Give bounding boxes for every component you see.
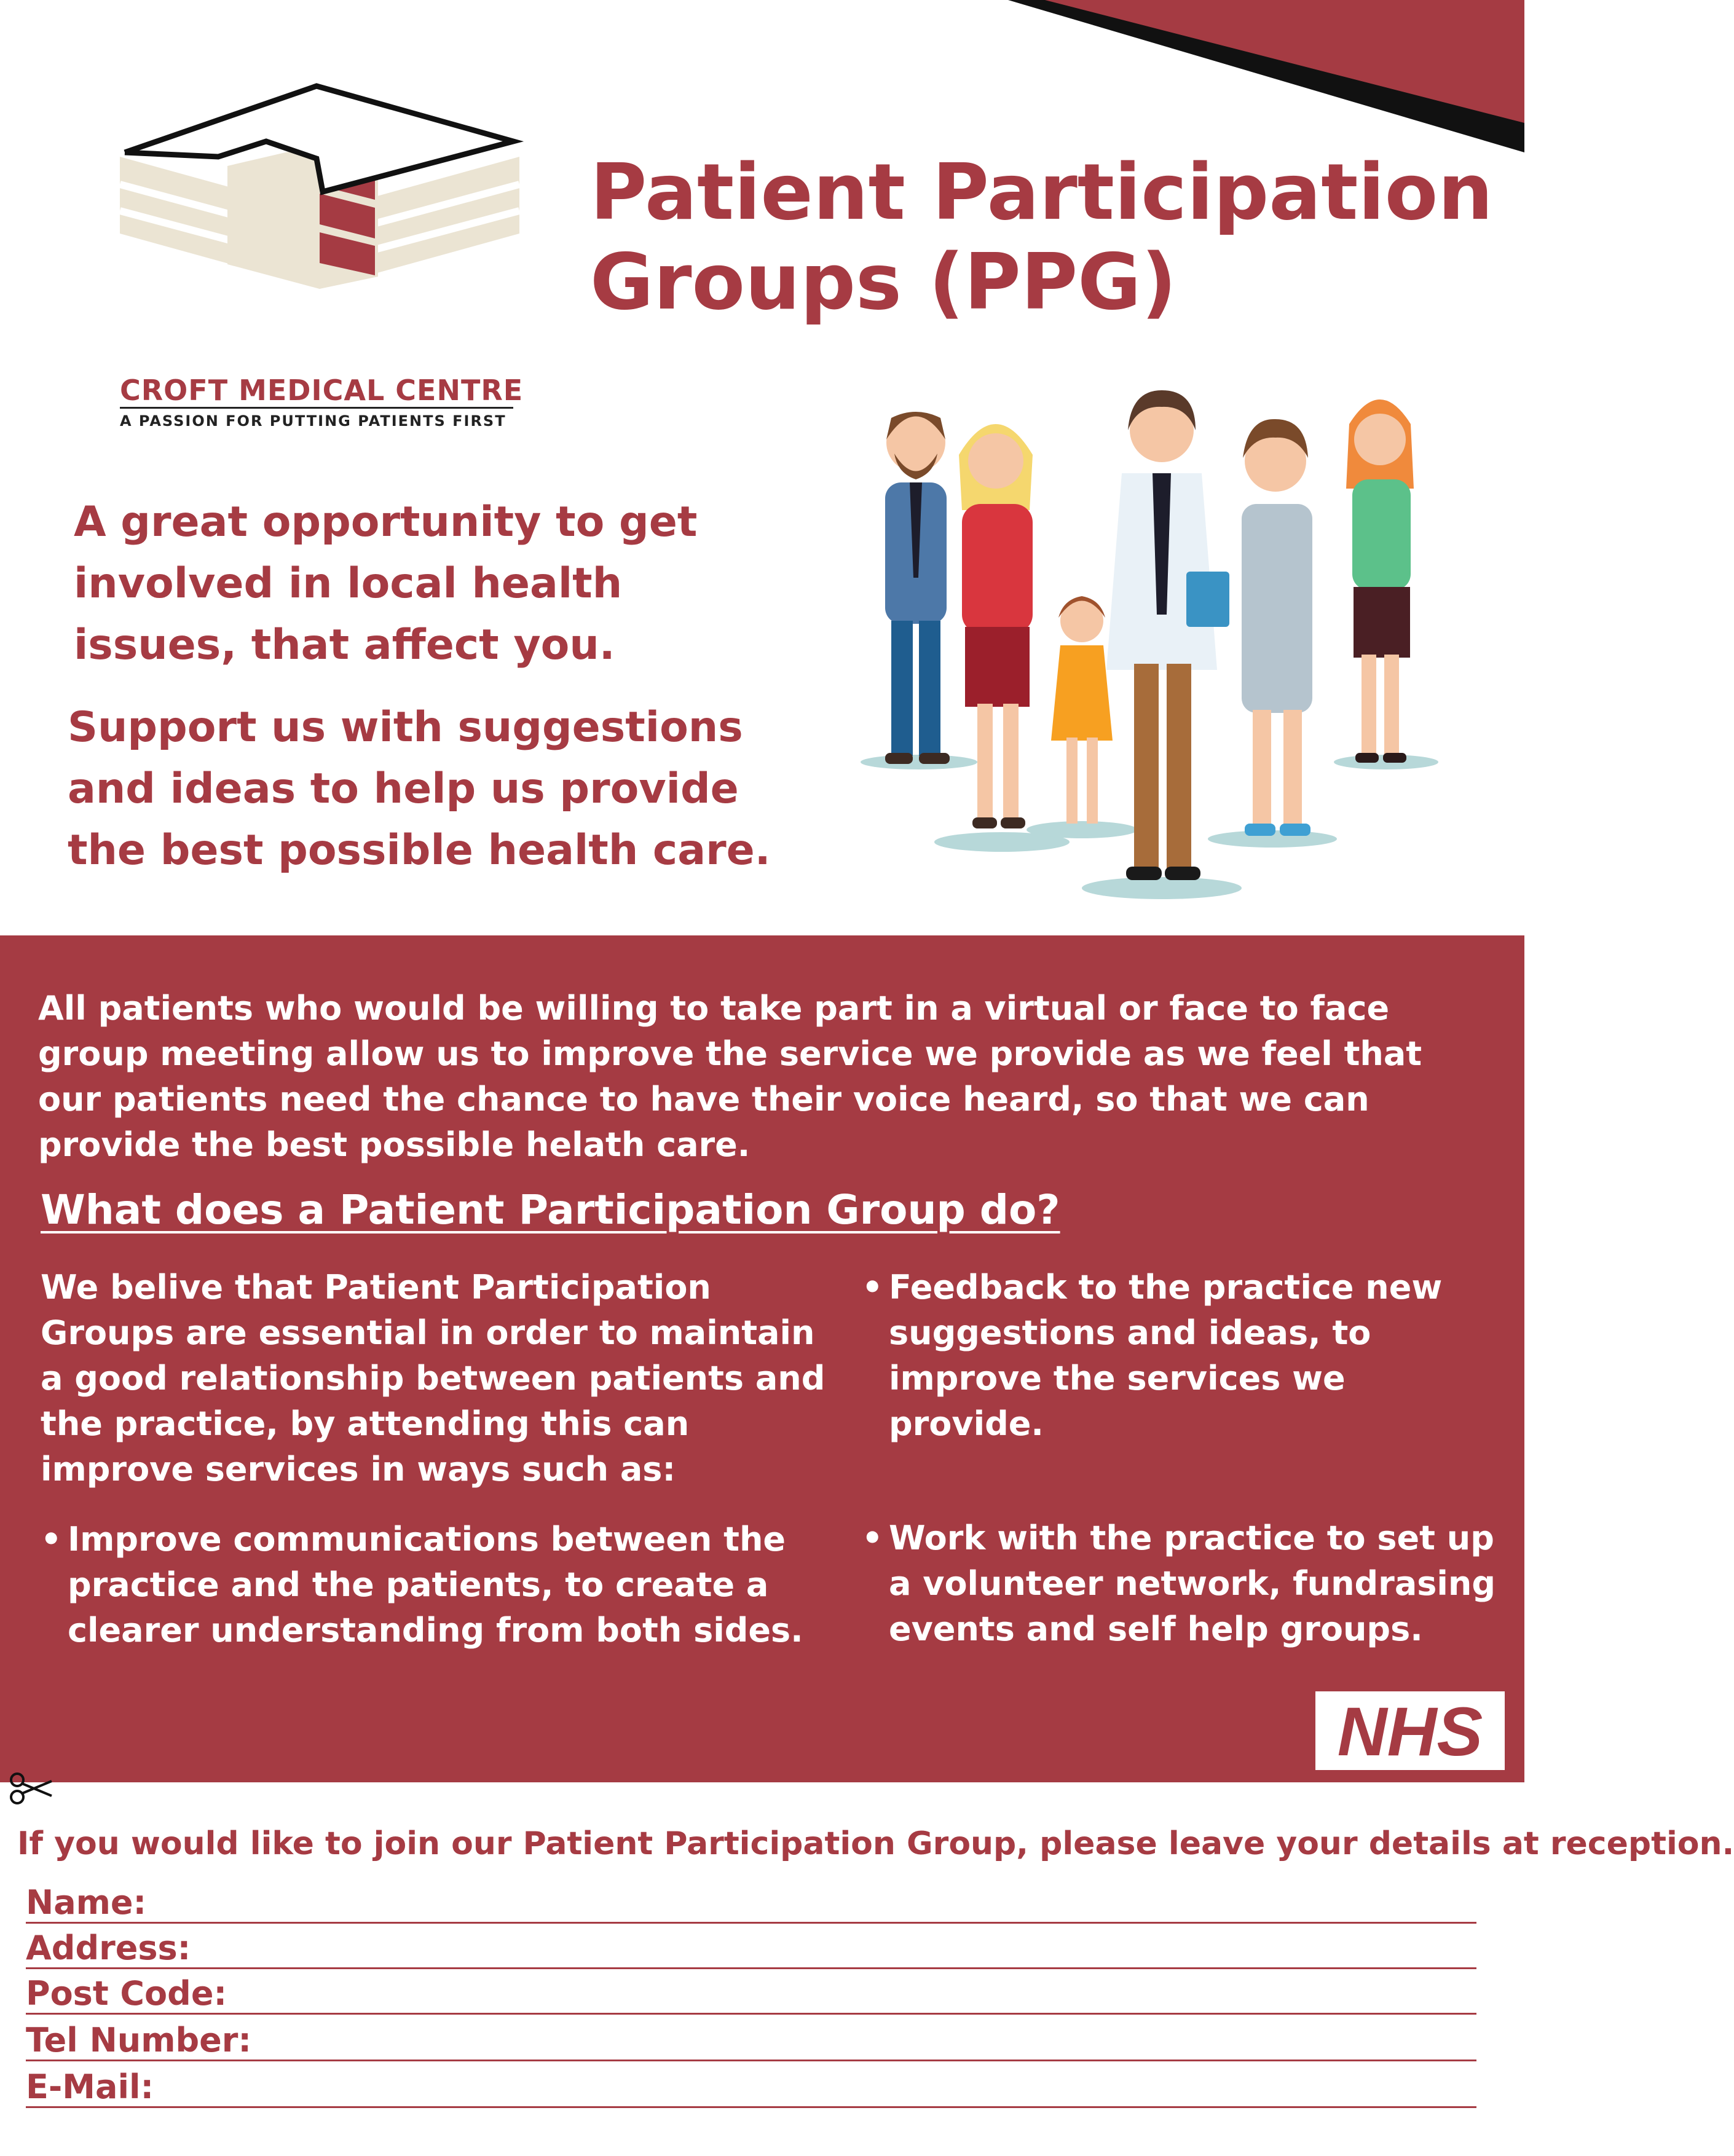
tel-number-line (26, 2060, 1476, 2061)
tel-number-field[interactable] (26, 2021, 1476, 2067)
bullet-text: Work with the practice to set up a volunteer network, fundrasing events and self help groups. (889, 1519, 1496, 1648)
name-field[interactable] (26, 1883, 1476, 1930)
post-code-line (26, 2013, 1476, 2015)
intro-support: Support us with suggestions and ideas to help us provide the best possible health care. (68, 703, 771, 875)
bullet-dot-icon: • (862, 1268, 883, 1307)
address-line (26, 1967, 1476, 1969)
bullet-text: Improve communications between the practice and the patients, to create a clearer understanding from both sides. (68, 1520, 803, 1650)
nhs-logo (1315, 1691, 1505, 1770)
title-line-1: Patient Participation (590, 147, 1493, 237)
email-line (26, 2106, 1476, 2108)
post-code-label: Post Code: (26, 1974, 227, 2013)
name-line (26, 1922, 1476, 1924)
email-field[interactable] (26, 2067, 1476, 2114)
section-heading: What does a Patient Participation Group do? (41, 1186, 1060, 1233)
practice-logo-icon (120, 80, 519, 289)
group-of-patients-and-doctor-illustration (842, 381, 1457, 916)
title-line-2: Groups (PPG) (590, 237, 1177, 328)
page-title (590, 148, 1500, 327)
email-label: E-Mail: (26, 2067, 154, 2106)
practice-name: CROFT MEDICAL CENTRE (120, 374, 524, 407)
ppg-description: We belive that Patient Participation Groups are essential in order to maintain a good relationship between patients and the practice, by attending this can improve services in ways such as: (41, 1268, 826, 1489)
intro-opportunity: A great opportunity to get involved in local health issues, that affect you. (74, 498, 698, 669)
practice-tagline: A PASSION FOR PUTTING PATIENTS FIRST (120, 407, 513, 430)
scissors-icon (9, 1771, 58, 1806)
post-code-field[interactable] (26, 1974, 1476, 2021)
band-intro-text: All patients who would be willing to take part in a virtual or face to face group meeting allow us to improve the service we provide as we feel that our patients need the chance to have their voice heard, so that we can provide the best possible helath care. (38, 989, 1422, 1164)
bullet-dot-icon: • (862, 1519, 883, 1557)
bullet-text: Feedback to the practice new suggestions and ideas, to improve the services we provide. (889, 1268, 1443, 1443)
address-field[interactable] (26, 1929, 1476, 1975)
join-instructions: If you would like to join our Patient Participation Group, please leave your details at reception. (17, 1825, 1734, 1862)
tel-number-label: Tel Number: (26, 2021, 252, 2060)
nhs-logo-text: NHS (1337, 1693, 1483, 1770)
name-label: Name: (26, 1883, 147, 1922)
bullet-dot-icon: • (41, 1520, 62, 1559)
address-label: Address: (26, 1929, 191, 1967)
